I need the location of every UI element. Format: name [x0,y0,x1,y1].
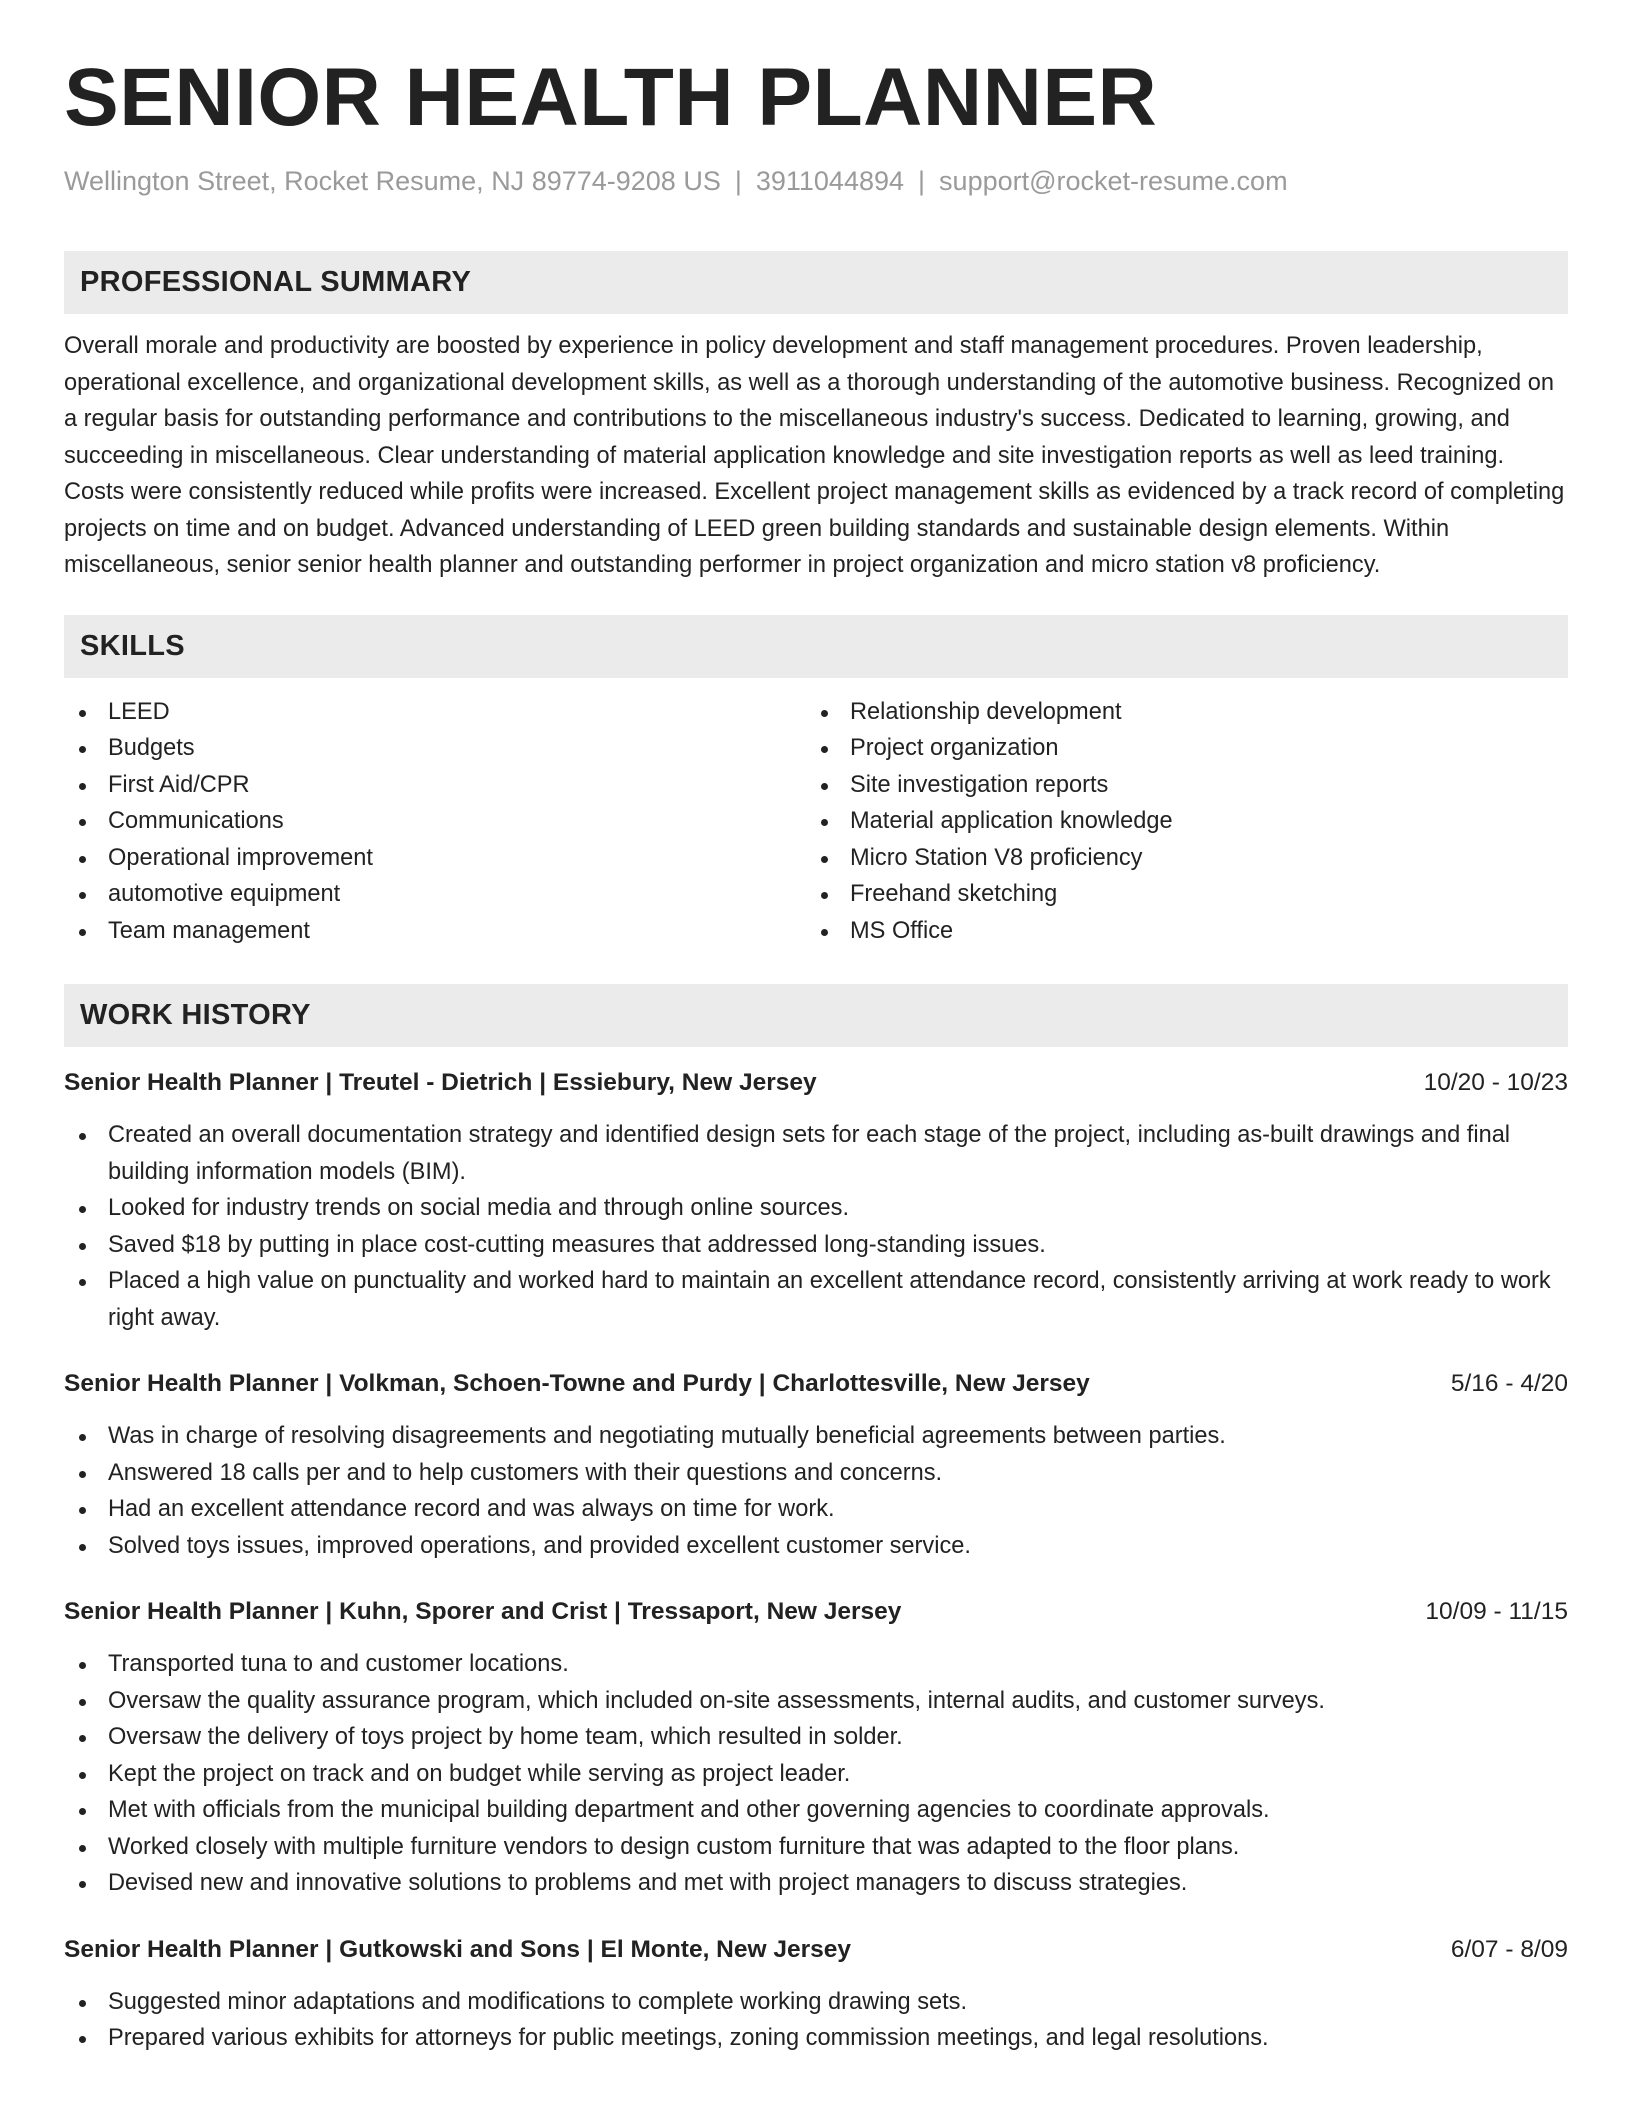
section-header-summary: PROFESSIONAL SUMMARY [64,251,1568,314]
job-bullet: Had an excellent attendance record and was always on time for work. [64,1491,1568,1528]
job-bullet: Prepared various exhibits for attorneys for public meetings, zoning commission meetings, and legal resolutions. [64,2020,1568,2057]
job-bullet: Solved toys issues, improved operations, and provided excellent customer service. [64,1528,1568,1565]
job-bullet: Suggested minor adaptations and modifications to complete working drawing sets. [64,1984,1568,2021]
skill-item: Team management [64,913,806,950]
job-bullet: Oversaw the delivery of toys project by home team, which resulted in solder. [64,1719,1568,1756]
job-bullet: Oversaw the quality assurance program, which included on-site assessments, internal audits, and customer surveys. [64,1683,1568,1720]
contact-email: support@rocket-resume.com [939,166,1288,196]
skills-column-right [806,694,1548,950]
skill-item: Micro Station V8 proficiency [806,840,1548,877]
section-header-skills: SKILLS [64,615,1568,678]
job-dates: 10/20 - 10/23 [1423,1069,1568,1096]
job-title: Senior Health Planner | Treutel - Dietrich | Essiebury, New Jersey [64,1069,817,1096]
job-bullet: Answered 18 calls per and to help customers with their questions and concerns. [64,1455,1568,1492]
skills-grid [64,694,1568,950]
summary-text: Overall morale and productivity are boosted by experience in policy development and staff management procedures. Proven leadership, operational excellence, and organizational development skills, as well as a thorough understanding of the automotive business. Recognized on a regular basis for outstanding performance and contributions to the miscellaneous industry's success. Dedicated to learning, growing, and succeeding in miscellaneous. Clear understanding of material application knowledge and site investigation reports as well as leed training. Costs were consistently reduced while profits were increased. Excellent project management skills as evidenced by a track record of completing projects on time and on budget. Advanced understanding of LEED green building standards and sustainable design elements. Within miscellaneous, senior senior health planner and outstanding performer in project organization and micro station v8 proficiency. [64,333,1565,578]
job-entry [64,1594,1568,1902]
skills-column-left [64,694,806,950]
job-title: Senior Health Planner | Volkman, Schoen-Towne and Purdy | Charlottesville, New Jersey [64,1370,1090,1397]
job-bullet: Kept the project on track and on budget while serving as project leader. [64,1756,1568,1793]
job-bullets [64,1117,1568,1336]
job-bullet: Looked for industry trends on social media and through online sources. [64,1190,1568,1227]
section-header-work-history: WORK HISTORY [64,984,1568,1047]
job-bullet: Devised new and innovative solutions to problems and met with project managers to discuss strategies. [64,1865,1568,1902]
job-title: Senior Health Planner | Gutkowski and Sons | El Monte, New Jersey [64,1935,852,1963]
skill-item: Project organization [806,730,1548,767]
job-bullet: Saved $18 by putting in place cost-cutting measures that addressed long-standing issues. [64,1227,1568,1264]
candidate-name: SENIOR HEALTH PLANNER [64,52,1158,143]
job-title: Senior Health Planner | Kuhn, Sporer and Crist | Tressaport, New Jersey [64,1598,902,1625]
job-bullet: Met with officials from the municipal building department and other governing agencies to coordinate approvals. [64,1792,1568,1829]
job-header [64,1594,1568,1630]
job-bullet: Worked closely with multiple furniture vendors to design custom furniture that was adapted to the floor plans. [64,1829,1568,1866]
contact-phone: 3911044894 [755,166,905,196]
job-bullet: Was in charge of resolving disagreements and negotiating mutually beneficial agreements between parties. [64,1418,1568,1455]
job-bullets [64,1646,1568,1902]
skill-item: Budgets [64,730,806,767]
job-bullets [64,1418,1568,1564]
skill-item: LEED [64,694,806,731]
skill-item: Material application knowledge [806,803,1548,840]
job-entry [64,1932,1568,2057]
contact-address: Wellington Street, Rocket Resume, NJ 89774-9208 US [64,166,721,196]
job-header [64,1366,1568,1402]
job-entry [64,1065,1568,1336]
skill-item: Communications [64,803,806,840]
job-dates: 6/07 - 8/09 [1450,1935,1568,1963]
job-bullet: Placed a high value on punctuality and worked hard to maintain an excellent attendance record, consistently arriving at work ready to work right away. [64,1263,1568,1336]
skill-item: Operational improvement [64,840,806,877]
skill-item: Site investigation reports [806,767,1548,804]
job-bullets [64,1984,1568,2057]
contact-separator: | [918,166,926,196]
skill-item: Freehand sketching [806,876,1548,913]
skill-item: automotive equipment [64,876,806,913]
skill-item: Relationship development [806,694,1548,731]
job-entry [64,1366,1568,1564]
job-dates: 10/09 - 11/15 [1425,1598,1568,1625]
job-bullet: Transported tuna to and customer locations. [64,1646,1568,1683]
contact-line [64,164,1568,198]
contact-separator: | [734,166,742,196]
job-header [64,1065,1568,1101]
job-bullet: Created an overall documentation strategy and identified design sets for each stage of the project, including as-built drawings and final building information models (BIM). [64,1117,1568,1190]
skill-item: MS Office [806,913,1548,950]
job-header [64,1932,1568,1968]
skill-item: First Aid/CPR [64,767,806,804]
job-dates: 5/16 - 4/20 [1450,1370,1568,1397]
